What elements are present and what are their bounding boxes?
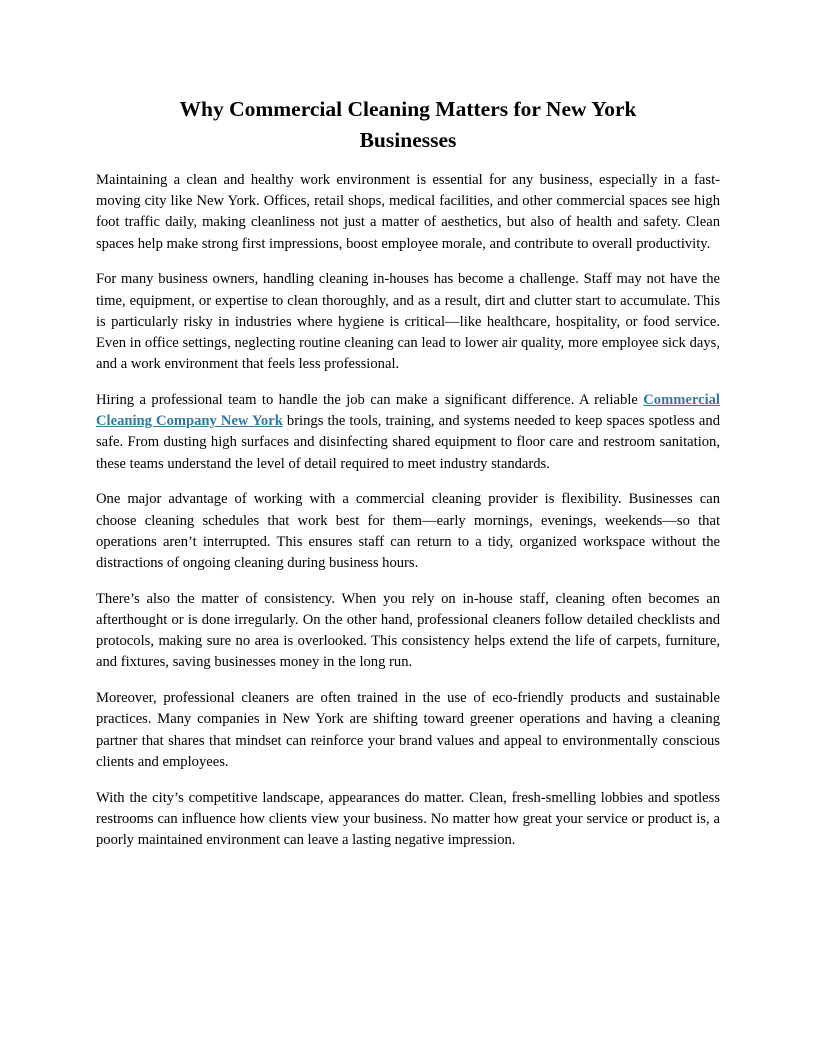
document-page (96, 94, 720, 866)
paragraph-challenge: For many business owners, handling cleaning in-houses has become a challenge. Staff may not have the time, equipment, or expertise to clean thoroughly, and as a result, dirt and clutter start to accumulate. This is particularly risky in industries where hygiene is critical—like healthcare, hospitality, or food service. Even in office settings, neglecting routine cleaning can lead to lower air quality, more employee sick days, and a work environment that feels less professional. (96, 271, 720, 373)
page-title: Why Commercial Cleaning Matters for New York Businesses (179, 97, 637, 152)
paragraph-hiring-before: Hiring a professional team to handle the job can make a significant difference. A reliable (96, 392, 644, 409)
paragraph-hiring (96, 390, 720, 475)
paragraph-consistency: There’s also the matter of consistency. When you rely on in-house staff, cleaning often becomes an afterthought or is done irregularly. On the other hand, professional cleaners follow detailed checklists and protocols, making sure no area is overlooked. This consistency helps extend the life of carpets, furniture, and fixtures, saving businesses money in the long run. (96, 590, 720, 671)
commercial-cleaning-link[interactable]: Commercial Cleaning Company New York (96, 392, 720, 430)
paragraph-appearances: With the city’s competitive landscape, appearances do matter. Clean, fresh-smelling lobbies and spotless restrooms can influence how clients view your business. No matter how great your service or product is, a poorly maintained environment can leave a lasting negative impression. (96, 789, 720, 849)
paragraph-intro: Maintaining a clean and healthy work environment is essential for any business, especially in a fast-moving city like New York. Offices, retail shops, medical facilities, and other commercial spaces see high foot traffic daily, making cleanliness not just a matter of aesthetics, but also of health and safety. Clean spaces help make strong first impressions, boost employee morale, and contribute to overall productivity. (96, 172, 720, 252)
paragraph-eco-friendly: Moreover, professional cleaners are often trained in the use of eco-friendly products and sustainable practices. Many companies in New York are shifting toward greener operations and having a cleaning partner that shares that mindset can reinforce your brand values and appeal to environmentally conscious clients and employees. (96, 690, 720, 770)
paragraph-hiring-after: brings the tools, training, and systems needed to keep spaces spotless and safe. From dusting high surfaces and disinfecting shared equipment to floor care and restroom sanitation, these teams understand the level of detail required to meet industry standards. (96, 413, 720, 472)
paragraph-flexibility: One major advantage of working with a commercial cleaning provider is flexibility. Businesses can choose cleaning schedules that work best for them—early mornings, evenings, weekends—so that operations aren’t interrupted. This ensures staff can return to a tidy, organized workspace without the distractions of ongoing cleaning during business hours. (96, 491, 720, 572)
